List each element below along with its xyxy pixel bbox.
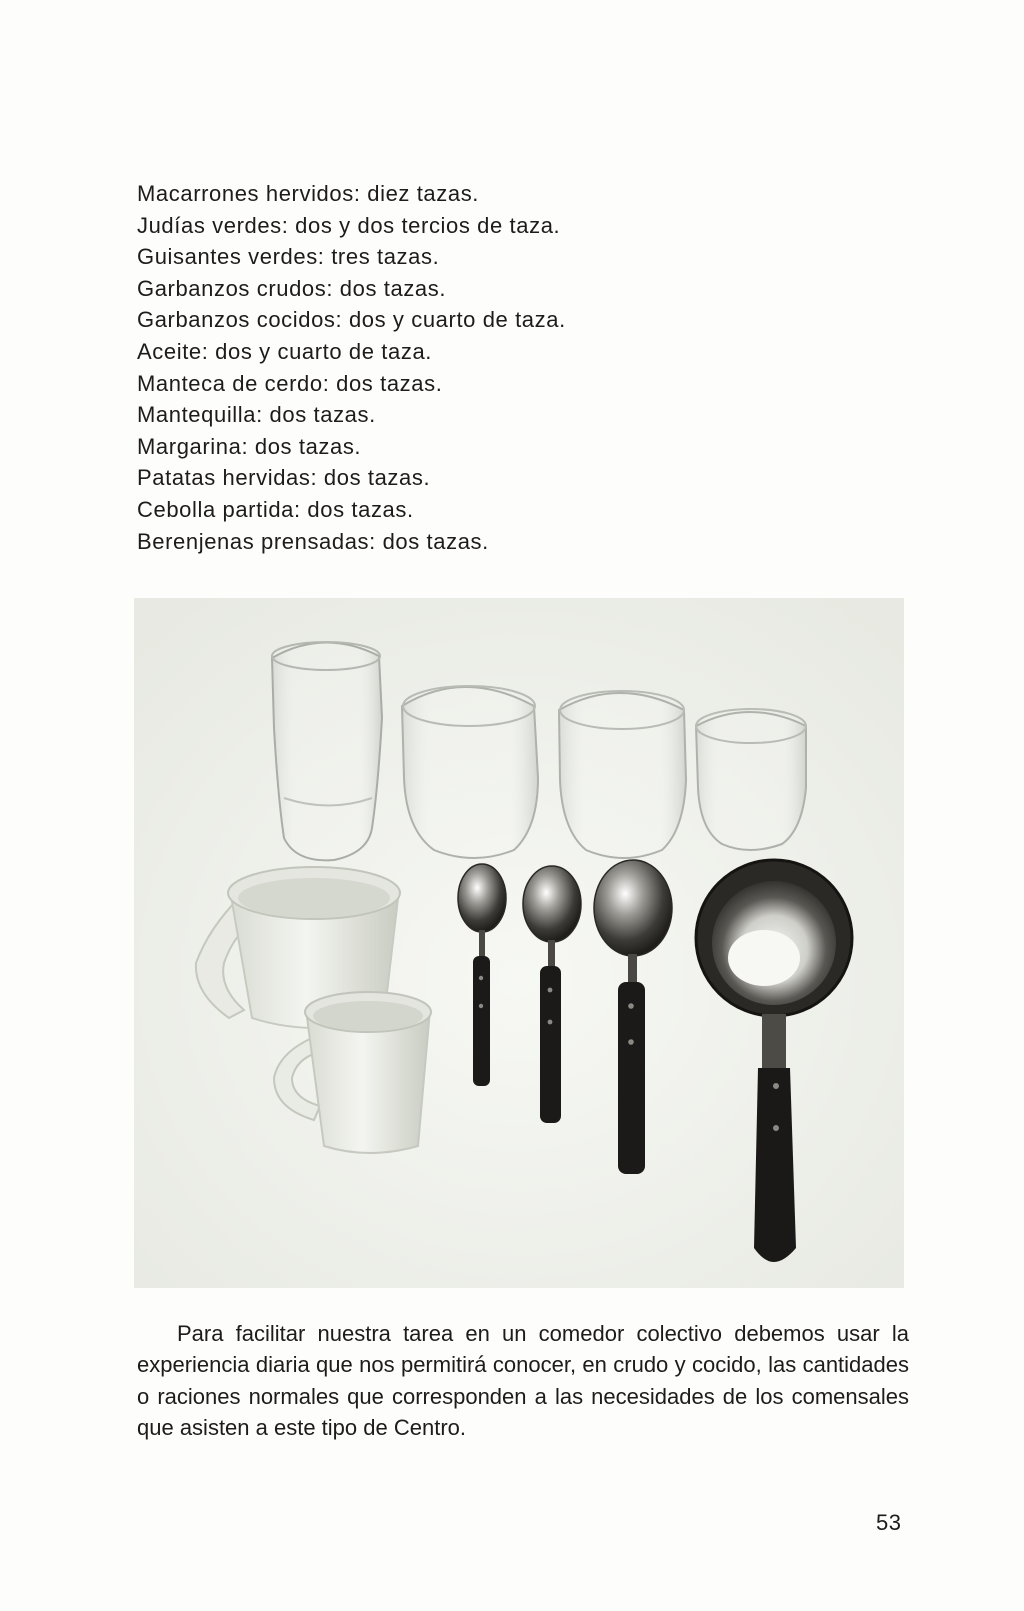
measure-item: Macarrones hervidos: diez tazas.	[137, 181, 480, 206]
medium-glass	[402, 686, 538, 858]
small-glass	[696, 709, 806, 850]
measure-item: Cebolla partida: dos tazas.	[137, 496, 414, 522]
measure-item: Garbanzos cocidos: dos y cuarto de taza.	[137, 307, 566, 333]
measure-item: Manteca de cerdo: dos tazas.	[137, 370, 443, 396]
measure-item: Garbanzos crudos: dos tazas.	[137, 275, 447, 301]
measure-item: Judías verdes: dos y dos tercios de taza.	[137, 212, 561, 238]
page-number: 53	[876, 1510, 902, 1535]
measure-item: Patatas hervidas: dos tazas.	[137, 465, 431, 491]
tall-glass	[272, 642, 382, 860]
body-paragraph: Para facilitar nuestra tarea en un comedor colectivo debemos usar la experiencia diaria que nos permitirá conocer, en crudo y cocido, las cantidades o raciones normales que corresponden a las necesidades de los comensales que asisten a este tipo de Centro.	[137, 1321, 909, 1441]
measure-item: Margarina: dos tazas.	[137, 433, 362, 459]
medium-glass	[559, 691, 686, 858]
measure-item: Guisantes verdes: tres tazas.	[137, 244, 440, 270]
measure-item: Aceite: dos y cuarto de taza.	[137, 338, 432, 364]
measuring-utensils-photo	[134, 598, 904, 1288]
measures-list	[137, 178, 566, 557]
measure-item: Berenjenas prensadas: dos tazas.	[137, 528, 489, 554]
measure-item: Mantequilla: dos tazas.	[137, 402, 376, 428]
